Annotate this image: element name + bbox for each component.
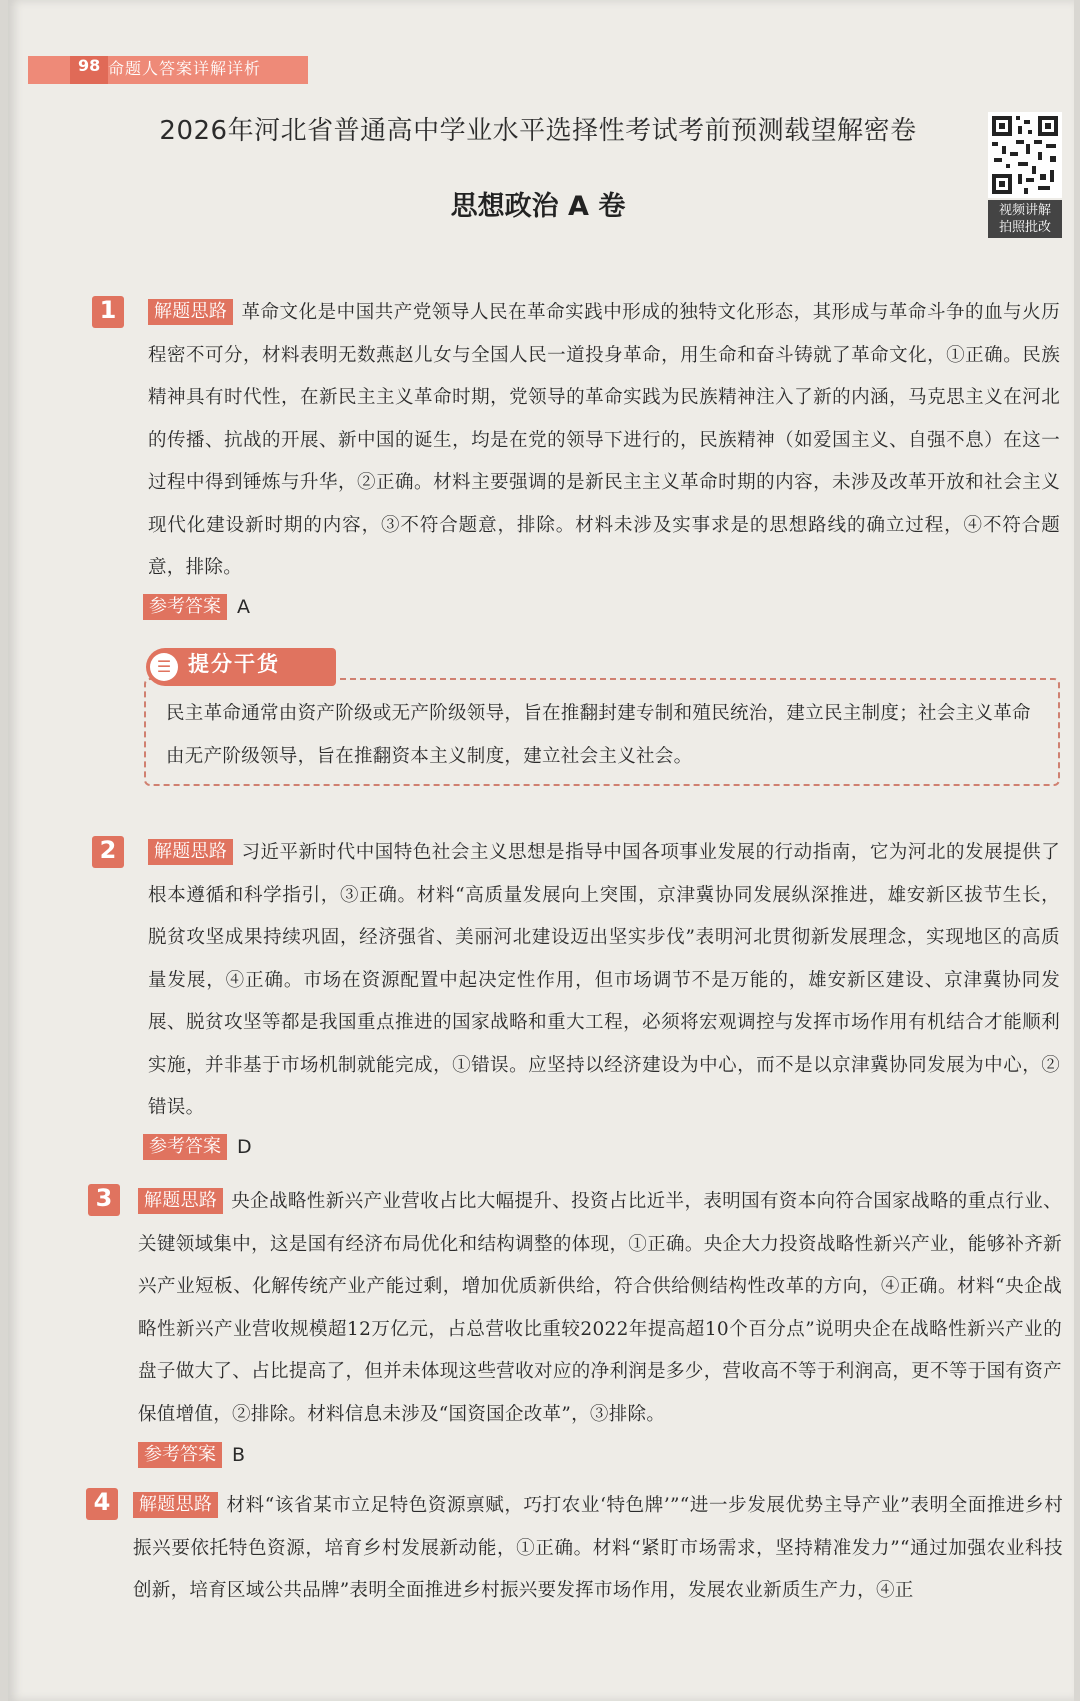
analysis-tag: 解题思路 xyxy=(138,1188,223,1214)
boost-label: ☰ 提分干货 xyxy=(146,648,336,686)
page-number: 98 xyxy=(70,56,108,84)
answer-row xyxy=(138,1442,245,1468)
answer-tag: 参考答案 xyxy=(143,594,227,620)
question-analysis xyxy=(133,1485,1063,1613)
analysis-text: 习近平新时代中国特色社会主义思想是指导中国各项事业发展的行动指南，它为河北的发展提供了根本遵循和科学指引，③正确。材料“高质量发展向上突围，京津冀协同发展纵深推进，雄安新区拔节生长，脱贫攻坚成果持续巩固，经济强省、美丽河北建设迈出坚实步伐”表明河北贯彻新发展理念，实现地区的高质量发展，④正确。市场在资源配置中起决定性作用，但市场调节不是万能的，雄安新区建设、京津冀协同发展、脱贫攻坚等都是我国重点推进的国家战略和重大工程，必须将宏观调控与发挥市场作用有机结合才能顺利实施，并非基于市场机制就能完成，①错误。应坚持以经济建设为中心，而不是以京津冀协同发展为中心，②错误。 xyxy=(148,842,1060,1118)
analysis-tag: 解题思路 xyxy=(148,299,233,325)
question-analysis xyxy=(138,1181,1062,1436)
question-analysis xyxy=(148,292,1060,590)
page-title: 2026年河北省普通高中学业水平选择性考试考前预测载望解密卷 xyxy=(159,116,917,146)
answer-row xyxy=(143,594,250,620)
boost-icon: ☰ xyxy=(150,653,178,681)
answer-row xyxy=(143,1134,252,1160)
qr-code-icon xyxy=(988,112,1062,198)
boost-text: 民主革命通常由资产阶级或无产阶级领导，旨在推翻封建专制和殖民统治，建立民主制度；社会主义革命由无产阶级领导，旨在推翻资本主义制度，建立社会主义社会。 xyxy=(166,703,1031,767)
question-number: 2 xyxy=(92,836,124,868)
analysis-text: 央企战略性新兴产业营收占比大幅提升、投资占比近半，表明国有资本向符合国家战略的重点行业、关键领域集中，这是国有经济布局优化和结构调整的体现，①正确。央企大力投资战略性新兴产业，能够补齐新兴产业短板、化解传统产业产能过剩，增加优质新供给，符合供给侧结构性改革的方向，④正确。材料“央企战略性新兴产业营收规模超12万亿元，占总营收比重较2022年提高超10个百分点”说明央企在战略性新兴产业的盘子做大了、占比提高了，但并未体现这些营收对应的净利润是多少，营收高不等于利润高，更不等于国有资产保值增值，②排除。材料信息未涉及“国资国企改革”，③排除。 xyxy=(138,1191,1062,1425)
question-number: 3 xyxy=(88,1184,120,1216)
answer-tag: 参考答案 xyxy=(143,1134,227,1160)
running-header: 命题人答案详解详析 xyxy=(108,59,262,78)
question-number: 1 xyxy=(92,296,124,328)
page-subtitle: 思想政治 A 卷 xyxy=(450,191,626,222)
analysis-text: 革命文化是中国共产党领导人民在革命实践中形成的独特文化形态，其形成与革命斗争的血与火历程密不可分，材料表明无数燕赵儿女与全国人民一道投身革命，用生命和奋斗铸就了革命文化，①正确。民族精神具有时代性，在新民主主义革命时期，党领导的革命实践为民族精神注入了新的内涵，马克思主义在河北的传播、抗战的开展、新中国的诞生，均是在党的领导下进行的，民族精神（如爱国主义、自强不息）在这一过程中得到锤炼与升华，②正确。材料主要强调的是新民主主义革命时期的内容，未涉及改革开放和社会主义现代化建设新时期的内容，③不符合题意，排除。材料未涉及实事求是的思想路线的确立过程，④不符合题意，排除。 xyxy=(148,302,1060,578)
analysis-tag: 解题思路 xyxy=(148,839,233,865)
question-analysis xyxy=(148,832,1060,1130)
answer-value: A xyxy=(237,596,250,618)
answer-value: D xyxy=(237,1136,252,1158)
qr-caption: 视频讲解 拍照批改 xyxy=(988,200,1062,238)
analysis-text: 材料“该省某市立足特色资源禀赋，巧打农业‘特色牌’”“进一步发展优势主导产业”表明全面推进乡村振兴要依托特色资源，培育乡村发展新动能，①正确。材料“紧盯市场需求，坚持精准发力”“通过加强农业科技创新，培育区域公共品牌”表明全面推进乡村振兴要发挥市场作用，发展农业新质生产力，④正 xyxy=(133,1495,1063,1601)
answer-tag: 参考答案 xyxy=(138,1442,222,1468)
book-page xyxy=(8,0,1074,1701)
analysis-tag: 解题思路 xyxy=(133,1492,218,1518)
question-number: 4 xyxy=(86,1488,118,1520)
answer-value: B xyxy=(232,1444,246,1466)
